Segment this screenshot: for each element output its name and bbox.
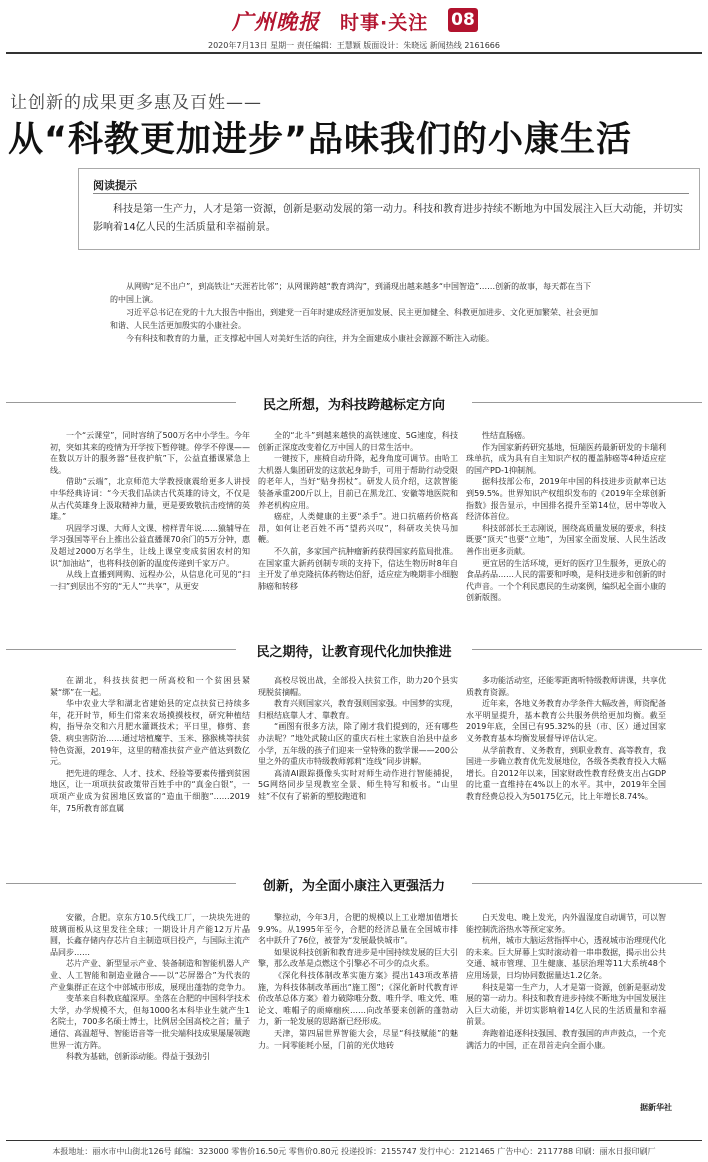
page-number-badge: 08 [448, 8, 478, 32]
article-paragraph: 芯片产业、新型显示产业、装备制造和智能机器人产业、人工智能和制造业融合——以“芯屏器合”为代表的产业集群正在这个中部城市形成，展现出蓬勃的竞争力。 [50, 959, 250, 992]
article-paragraph: 高校尽锐出战，全部投入扶贫工作，助力20个县实现脱贫摘帽。 [258, 676, 458, 697]
article-paragraph: 奔跑着追逐科技强国、教育强国的声声鼓点，一个充满活力的中国，正在昂首走向全面小康。 [466, 1028, 666, 1050]
section-title: 民之所想，为科技跨越标定方向 [262, 398, 445, 413]
article-paragraph: 一键按下，座椅自动升降，起身角度可调节。由哈工大机器人集团研发的这款起身助手，可用于帮助行动受限的老年人，当好“贴身拐杖”。研发人员介绍，这款智能装备承重200斤以上，目前已在黑龙江、安徽等地医院和养老机构应用。 [258, 454, 458, 510]
masthead [0, 0, 708, 50]
article-paragraph: 天津，第四届世界智能大会，尽显“科技赋能”的魅力。一间零能耗小屋，门前的光伏地砖 [258, 1028, 458, 1050]
article-paragraph: 据科技部公布，2019年中国的科技进步贡献率已达到59.5%。世界知识产权组织发布的《2019年全球创新指数》报告显示，中国排名提升至第14位，居中等收入经济体首位。 [466, 477, 666, 522]
article-paragraph: 科技是第一生产力，人才是第一资源，创新是驱动发展的第一动力。科技和教育进步持续不断地为中国发展注入巨大动能，并切实影响着14亿人民的生活质量和幸福前景。 [466, 982, 666, 1027]
article-paragraph: 不久前，多家国产抗肿瘤新药获得国家药监局批准。在国家重大新药创制专项的支持下，信达生物历时8年自主开发了单克隆抗体药物达伯舒，适应症为晚期非小细胞肺癌和转移 [258, 546, 458, 591]
article-paragraph: 把先进的理念、人才、技术、经验等要素传播到贫困地区，让一项项扶贫政策带百姓手中的“真金白银”，一项项产业成为贫困地区致富的“造血干细胞”……2019年，75所教育部直属 [50, 768, 250, 813]
source-credit: 据新华社 [640, 1103, 672, 1112]
article-paragraph: 教育兴则国家兴，教育强则国家强。中国梦的实现，归根结底靠人才、靠教育。 [258, 699, 458, 720]
article-paragraph: 作为国家新药研究基地，恒瑞医药最新研发的卡瑞利珠单抗，成为具有自主知识产权的覆盖肺癌等4种适应症的国产PD-1抑制剂。 [466, 442, 666, 475]
page-footer: 本报地址：丽水市中山街北126号 邮编：323000 零售价16.50元 零售价0.80元 投递投诉：2155747 发行中心：2121465 广告中心：2117788 印刷：丽水日报印刷厂 [52, 1147, 656, 1156]
article-column [258, 675, 458, 803]
footer-divider [6, 1140, 702, 1141]
intro-paragraph: 从网购“足不出户”，到高铁让“天涯若比邻”；从网课跨越“教育鸿沟”，到涌现出越来越多“中国智造”……创新的故事，每天都在当下的中国上演。 [110, 282, 592, 304]
article-paragraph: 杭州，城市大脑运营指挥中心，透视城市治理现代化的未来。巨大屏幕上实时滚动着一串串数据，揭示出公共交通、城市管理、卫生健康、基层治理等11大系统48个应用场景，日均协同数据量达1.2亿条。 [466, 936, 666, 980]
article-column [50, 430, 250, 592]
page-headline: 从“科教更加进步”品味我们的小康生活 [8, 120, 633, 160]
reading-guide-label: 阅读提示 [93, 179, 137, 192]
article-paragraph: 科技部部长王志刚说，围绕高质量发展的要求，科技既要“顶天”也要“立地”，为国家全面发展、人民生活改善作出更多贡献。 [466, 523, 666, 556]
article-paragraph: 全的“北斗”到越来越快的高铁速度、5G速度，科技创新正深度改变着亿万中国人的日常生活中。 [258, 431, 458, 452]
article-paragraph: 在湖北，科技扶贫把一所高校和一个贫困县紧紧“绑”在一起。 [50, 676, 250, 697]
article-column [50, 912, 250, 1063]
article-paragraph: 更宜居的生活环境，更好的医疗卫生服务，更放心的食品药品……人民的需要和呼唤，是科技进步和创新的时代声音。一个个利民惠民的生动案例，编织起全面小康的创新版图。 [466, 558, 666, 603]
article-paragraph: 癌症，人类健康的主要“杀手”。进口抗癌药价格高昂，如何让老百姓不再“望药兴叹”，科研攻关快马加鞭。 [258, 512, 458, 545]
issue-meta-line: 2020年7月13日 星期一 责任编辑：王慧颖 版面设计：朱晓远 新闻热线 2161666 [208, 41, 500, 50]
article-column [466, 912, 666, 1051]
article-paragraph: 《深化科技体制改革实施方案》提出143项改革措施，为科技体制改革画出“施工图”；《深化新时代教育评价改革总体方案》着力破除唯分数、唯升学、唯文凭、唯论文、唯帽子的顽瘴痼疾……向改革要来创新的蓬勃动力，新一轮发展的思路渐已经形成。 [258, 970, 458, 1027]
newspaper-logo: 广州晚报 [232, 9, 320, 34]
article-column [466, 675, 666, 803]
article-paragraph: 从线上直播到网购、远程办公，从信息化可见的“扫一扫”到层出不穷的“无人”“共享”，从更安 [50, 570, 250, 591]
subheadline: 让创新的成果更多惠及百姓—— [10, 93, 262, 113]
article-paragraph: 近年来，各地义务教育办学条件大幅改善，师资配备水平明显提升，基本教育公共服务供给更加均衡。截至2019年底，全国已有95.32%的县（市、区）通过国家义务教育基本均衡发展督导评估认定。 [466, 699, 666, 743]
article-column [258, 430, 458, 592]
intro-paragraphs [110, 280, 598, 345]
article-paragraph: 安徽，合肥。京东方10.5代线工厂，一块块先进的玻璃面板从这里发往全球；一期设计月产能12万片晶圆，长鑫存储内存芯片自主制造项目投产，与国际主流产品同步…… [50, 913, 250, 957]
article-paragraph: 一个“云课堂”，同时容纳了500万名中小学生。今年初，突如其来的疫情为开学按下暂停键。停学不停课——在数以万计的服务器“昼夜护航”下，公益直播课紧急上线。 [50, 431, 250, 475]
masthead-divider [6, 52, 702, 54]
article-paragraph: 性结直肠癌。 [482, 431, 530, 440]
article-paragraph: 高清AI跟踪摄像头实时对师生动作进行智能捕捉，5G网络同步呈现教室全景、师生特写和板书。“山里娃”不仅有了崭新的塑胶跑道和 [258, 768, 458, 801]
section-title: 创新，为全面小康注入更强活力 [262, 879, 445, 894]
article-column [466, 430, 666, 604]
intro-paragraph: 习近平总书记在党的十九大报告中指出，到建党一百年时建成经济更加发展、民主更加健全、科教更加进步、文化更加繁荣、社会更加和谐、人民生活更加殷实的小康社会。 [110, 308, 598, 330]
article-paragraph: 如果说科技创新和教育进步是中国持续发展的巨大引擎，那么改革是点燃这个引擎必不可少的点火系。 [258, 947, 458, 969]
article-paragraph: 擎拉动，今年3月，合肥的规模以上工业增加值增长9.9%。从1995年至今，合肥的经济总量在全国城市排名中跃升了76位，被誉为“发展最快城市”。 [258, 913, 458, 946]
article-column [50, 675, 250, 814]
reading-guide-divider [93, 193, 689, 194]
article-paragraph: 科教为基础，创新添动能。得益于强劲引 [66, 1052, 210, 1062]
reading-guide-text: 科技是第一生产力，人才是第一资源，创新是驱动发展的第一动力。科技和教育进步持续不断地为中国发展注入巨大动能，并切实影响着14亿人民的生活质量和幸福前景。 [93, 204, 683, 233]
intro-paragraph: 今有科技和教育的力量，正支撑起中国人对美好生活的向往，并为全面建成小康社会源源不断注入动能。 [126, 334, 494, 343]
reading-guide-box [78, 168, 700, 250]
article-column [258, 912, 458, 1051]
article-paragraph: 变革来自科教底蕴深厚。坐落在合肥的中国科学技术大学，办学规模不大，但每1000名本科毕业生就产生1名院士，700多名硕士博士，比例居全国高校之首；量子通信、高温超导、智能语音等一批尖端科技成果屡屡领跑世界一流方阵。 [50, 994, 250, 1050]
article-paragraph: 白天发电、晚上发光，内外温湿度自动调节，可以智能控制洗浴热水等预定家务。 [466, 913, 666, 934]
article-paragraph: 借助“云端”，北京师范大学教授康震给更多人讲授中华经典诗词：“今天我们品读古代英雄的诗文，不仅是从古代英雄身上汲取精神力量，更是要致敬抗击疫情的英雄。” [50, 477, 250, 522]
article-paragraph: 华中农业大学和湖北省建始县的定点扶贫已持续多年，花开时节，师生们常来农场摸摸枝杈，研究种植结构，指导杂交和六月肥水灌溉技术；平日里，修剪、套袋、病虫害防治……通过培植魔芋、玉米、猕猴桃等扶贫特色资源，2019年，这里的精准扶贫产业产值达到数亿元。 [50, 699, 250, 767]
article-paragraph: “画图有很多方法，除了刚才我们提到的，还有哪些办法呢？”地处武陵山区的重庆石柱土家族自治县中益乡小学，五年级的孩子们迎来一堂特殊的数学课——200公里之外的重庆市特级教师郭莉“连线”同步讲解。 [258, 722, 458, 767]
section-title: 民之期待，让教育现代化加快推进 [256, 645, 452, 660]
article-paragraph: 巩固学习课、大师人文课、榜样青年说……猿辅导在学习强国等平台上推出公益直播课70余门的5万分钟，惠及超过2000万名学生，让线上课堂变成贫困农村的知识“加油站”，也将科技创新的温度传递到千家万户。 [50, 523, 250, 568]
article-paragraph: 多功能活动室，还能零距离听特级教师讲课，共享优质教育资源。 [466, 676, 666, 697]
section-name: 时事·关注 [340, 12, 429, 34]
article-paragraph: 从学前教育、义务教育，到职业教育、高等教育，我国进一步确立教育优先发展地位，各级各类教育投入大幅增长。自2012年以来，国家财政性教育经费支出占GDP的比重一直维持在4%以上的水平。其中，2019年全国教育经费总投入为50175亿元，比上年增长8.74%。 [466, 745, 666, 801]
